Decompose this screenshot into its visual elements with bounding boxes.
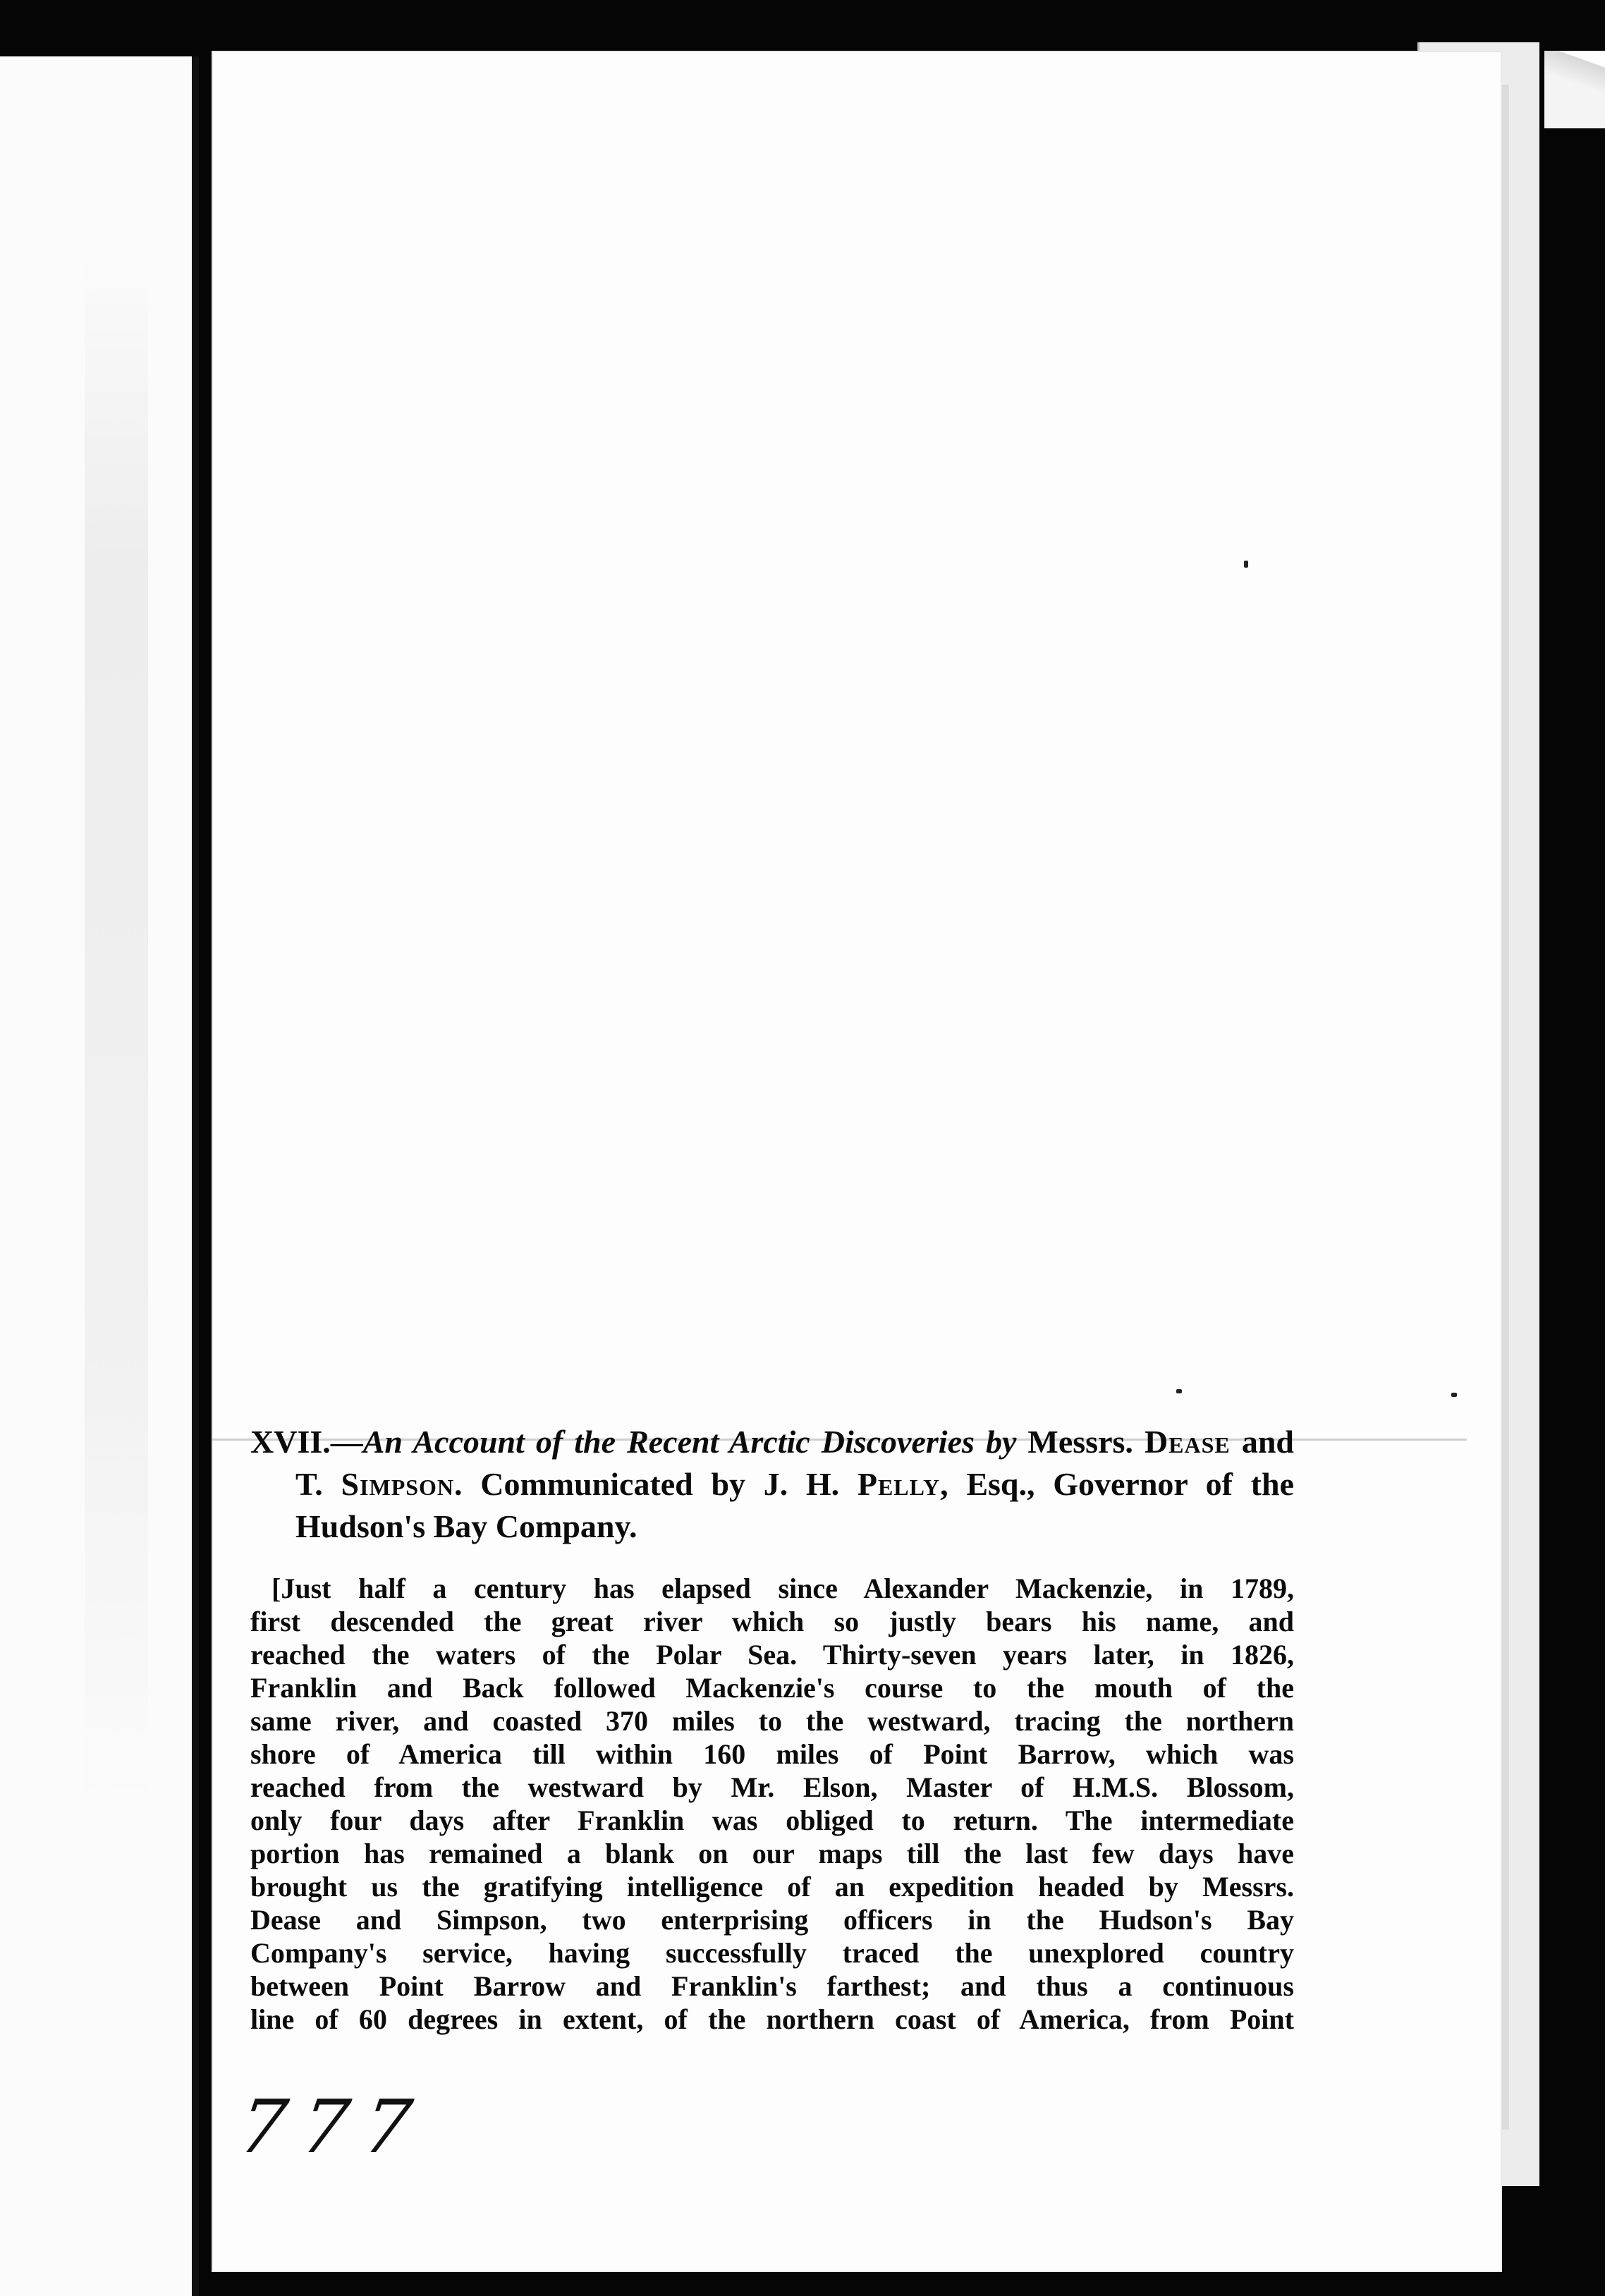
scan-speck [1176, 1389, 1182, 1393]
article-number: XVII. [250, 1424, 331, 1460]
previous-page-edge [0, 56, 199, 2296]
article-title: An Account of the Recent Arctic Discoveries by [362, 1424, 1017, 1460]
body-line: same river, and coasted 370 miles to the westward, tracing the northern [250, 1705, 1294, 1737]
bleed-through-shade [85, 254, 148, 1805]
body-line: Franklin and Back followed Mackenzie's course to the mouth of the [250, 1672, 1294, 1704]
body-line: only four days after Franklin was obliged to return. The intermediate [250, 1805, 1294, 1836]
body-paragraph [250, 1572, 1294, 2036]
body-line: [Just half a century has elapsed since Alexander Mackenzie, in 1789, [271, 1573, 1294, 1604]
body-line: line of 60 degrees in extent, of the northern coast of America, from Point [250, 2003, 1294, 2035]
body-line: Company's service, having successfully traced the unexplored country [250, 1937, 1294, 1969]
body-line: first descended the great river which so justly bears his name, and [250, 1606, 1294, 1637]
body-line: reached from the westward by Mr. Elson, Master of H.M.S. Blossom, [250, 1771, 1294, 1803]
scan-speck [1451, 1393, 1457, 1397]
author-name-simpson: Simpson [341, 1466, 455, 1502]
heading-messrs: Messrs. [1016, 1424, 1133, 1460]
heading-communicated: . Communicated by J. H. [454, 1466, 858, 1502]
body-line: shore of America till within 160 miles of Point Barrow, which was [250, 1738, 1294, 1770]
communicator-name-pelly: Pelly [857, 1466, 941, 1502]
article-heading [250, 1421, 1294, 1548]
body-line: reached the waters of the Polar Sea. Thirty-seven years later, in 1826, [250, 1639, 1294, 1671]
heading-dash: — [330, 1424, 363, 1460]
page-corner-fold [1544, 51, 1605, 128]
heading-and: and T. [295, 1424, 1294, 1502]
article [250, 1421, 1294, 2036]
body-line: brought us the gratifying intelligence of an expedition headed by Messrs. [250, 1871, 1294, 1903]
body-line: between Point Barrow and Franklin's farthest; and thus a continuous [250, 1970, 1294, 2002]
scan-speck [1244, 561, 1248, 568]
heading-affiliation: , Esq., Governor of the Hudson's Bay Company. [295, 1466, 1294, 1544]
body-line: portion has remained a blank on our maps till the last few days have [250, 1838, 1294, 1869]
author-name-dease: Dease [1144, 1424, 1231, 1460]
handwritten-page-number: 777 [233, 2084, 433, 2170]
body-line: Dease and Simpson, two enterprising officers in the Hudson's Bay [250, 1904, 1294, 1936]
